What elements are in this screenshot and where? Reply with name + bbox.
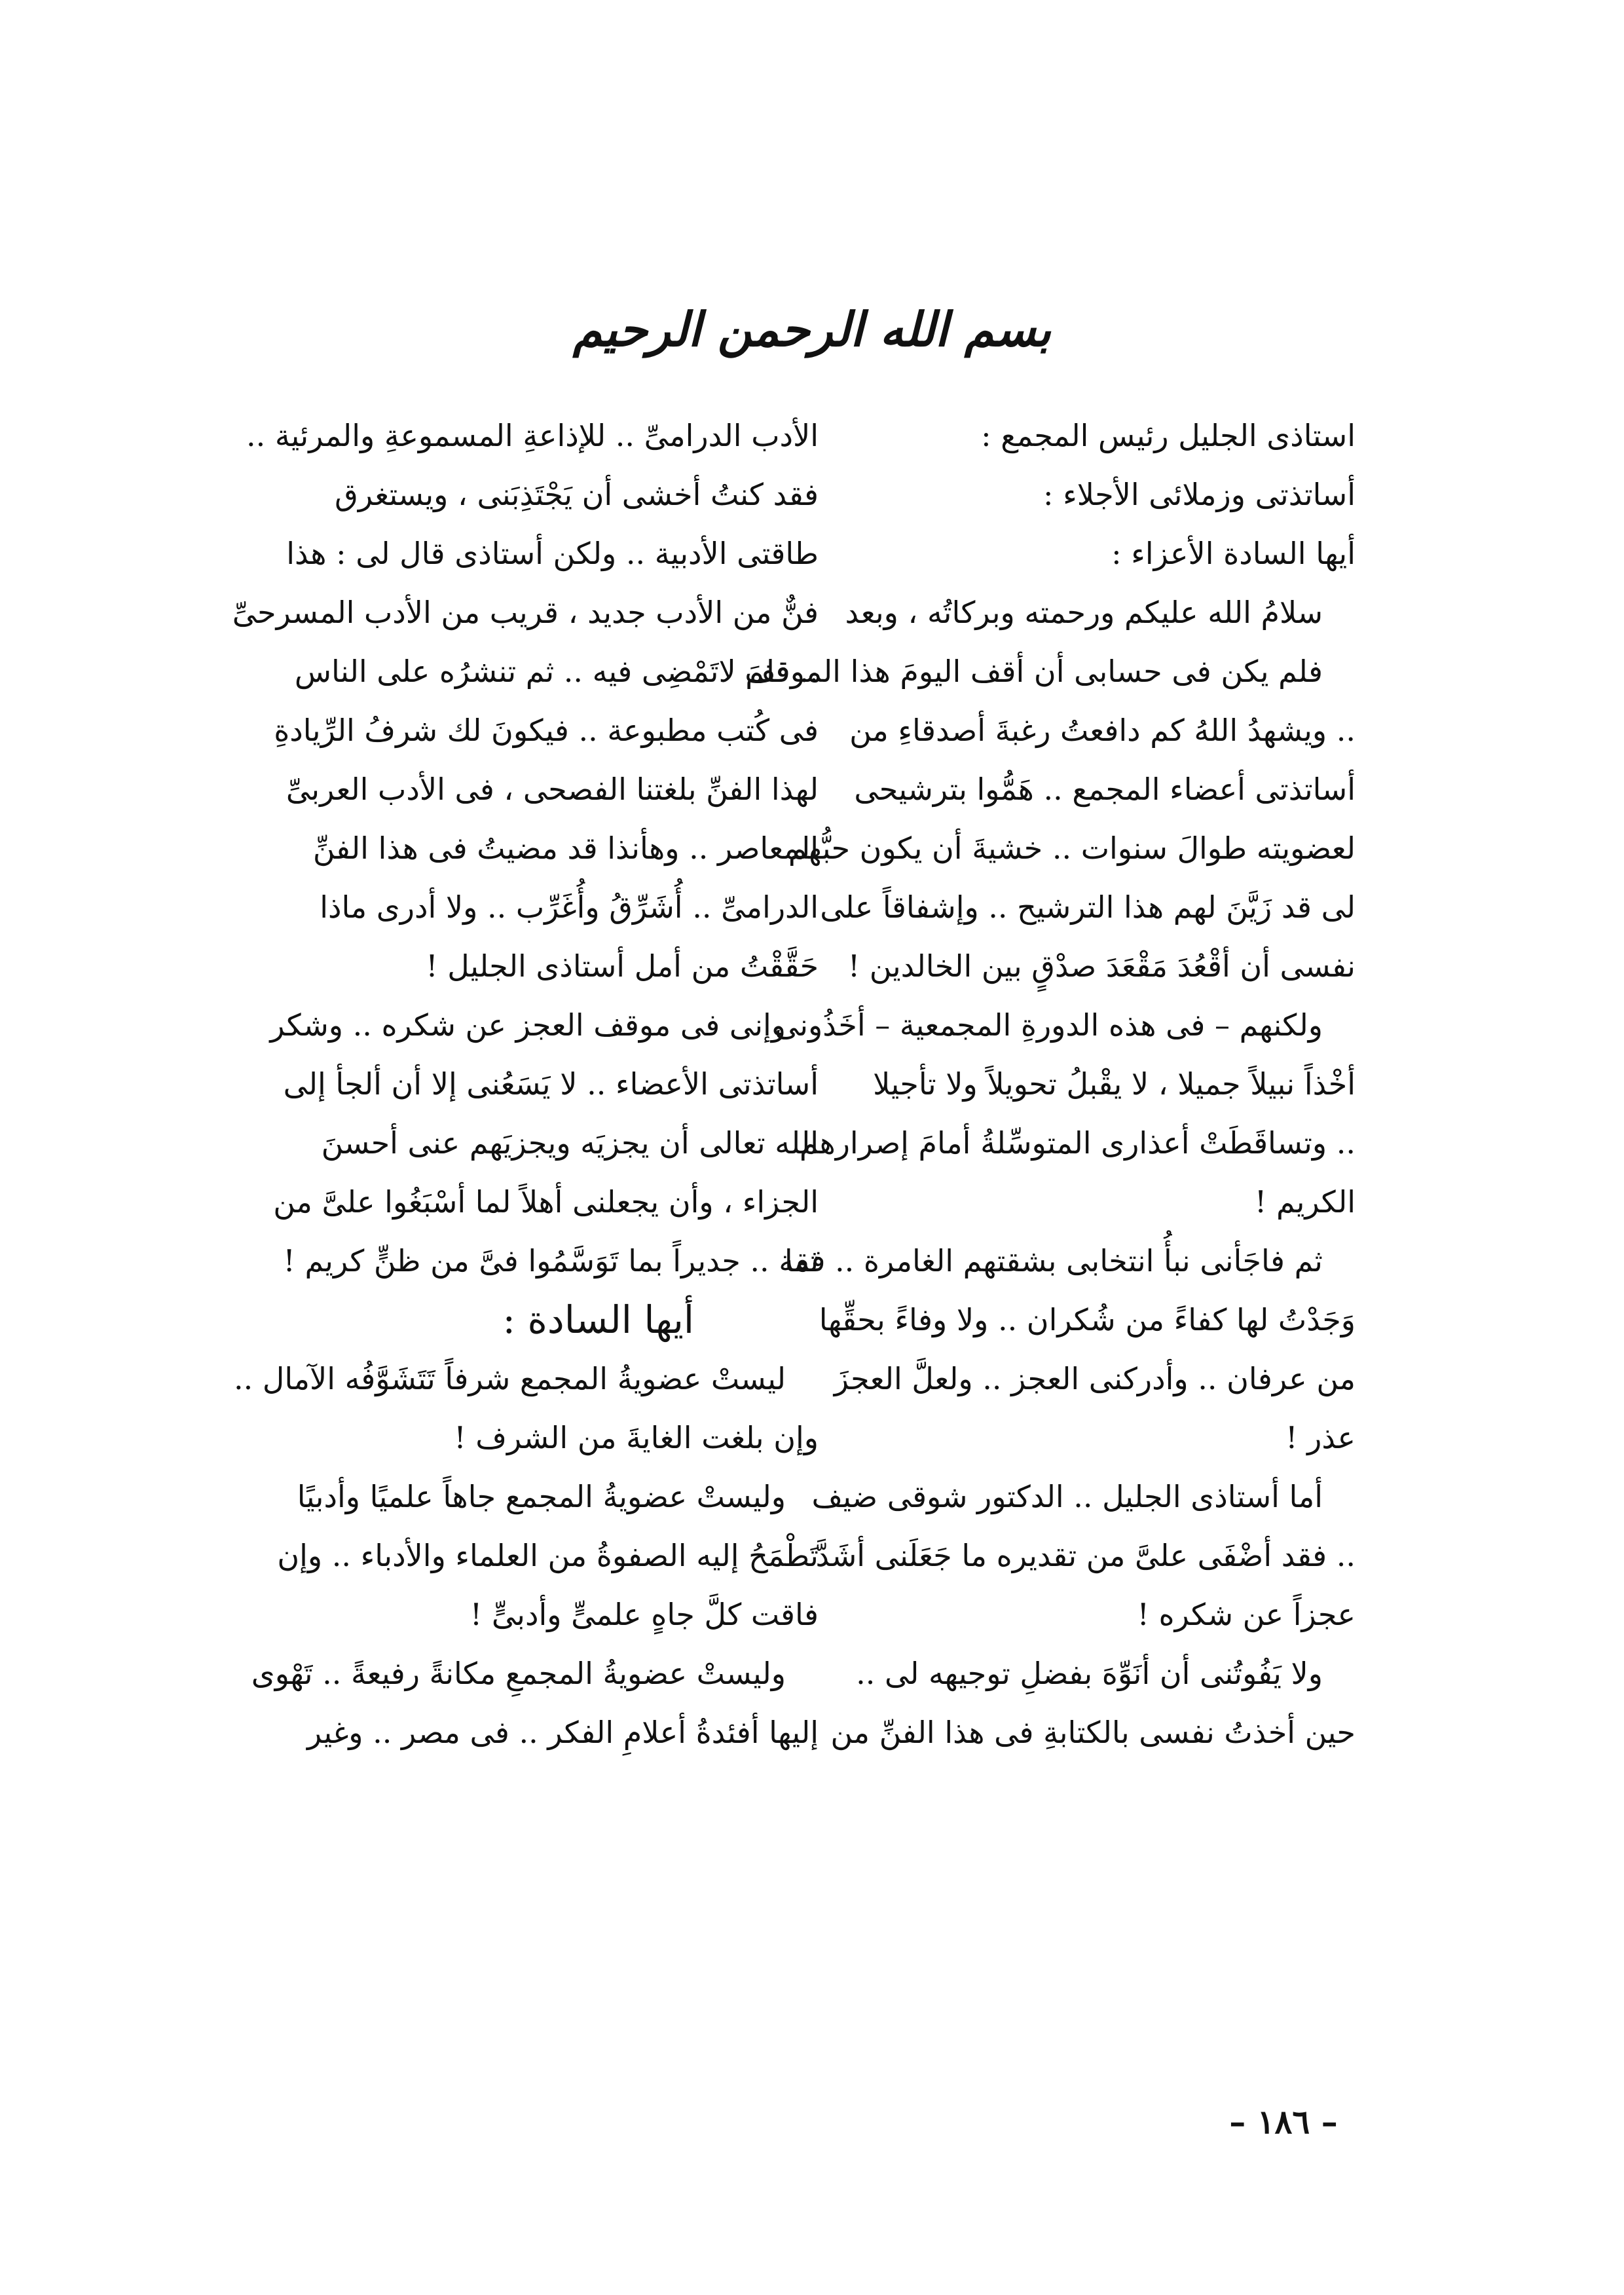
text-line: .. فلمَ لاتَمْضِى فيه .. ثم تنشرُه على الناس: [294, 654, 819, 689]
text-line: وليستْ عضويةُ المجمع جاهاً علميًا وأدبيًا: [297, 1479, 786, 1514]
text-line: من عرفان .. وأدركنى العجز .. ولعلَّ العجزَ: [834, 1361, 1356, 1396]
text-line: الأدب الدرامىِّ .. للإذاعةِ المسموعةِ والمرئية ..: [246, 418, 819, 453]
text-line: لعضويته طوالَ سنوات .. خشيةَ أن يكون حبُّهم: [788, 830, 1356, 866]
text-line: ثم فاجَأنى نبأُ انتخابى بشقتهم الغامرة .. فما: [784, 1243, 1323, 1278]
left-column: [232, 406, 819, 1762]
text-line: ولكنهم – فى هذه الدورةِ المجمعية – أخَذُونى: [774, 1007, 1323, 1043]
text-line: ليستْ عضويةُ المجمع شرفاً تَتَشَوَّفُه الآمال ..: [234, 1361, 786, 1396]
text-line: أخْذاً نبيلاً جميلا ، لا يقْبلُ تحويلاً ولا تأجيلا: [873, 1066, 1356, 1102]
text-line: الدرامىِّ .. أُشَرِّقُ وأُغَرِّب .. ولا أدرى ماذا: [320, 889, 819, 925]
text-line: لى قد زَيَّنَ لهم هذا الترشيح .. وإشفاقاً على: [820, 889, 1356, 925]
page-number: – ١٨٦ –: [1229, 2102, 1338, 2141]
text-line: فاقت كلَّ جاهٍ علمىٍّ وأدبىٍّ !: [470, 1597, 819, 1632]
text-line: وإنى فى موقف العجز عن شكره .. وشكر: [270, 1007, 786, 1043]
text-line: أيها السادة الأعزاء :: [1111, 536, 1356, 571]
text-line: عجزاً عن شكره !: [1137, 1597, 1356, 1632]
right-column: [745, 406, 1356, 1762]
text-line: أساتذتى الأعضاء .. لا يَسَعُنى إلا أن ألجأ إلى: [283, 1066, 819, 1102]
text-line: الجزاء ، وأن يجعلنى أهلاً لما أسْبَغُوا علىَّ من: [273, 1184, 819, 1220]
left-column-part-1: [232, 406, 819, 1290]
text-line: وَجَدْتُ لها كفاءً من شُكران .. ولا وفاءً بحقِّها: [819, 1302, 1356, 1337]
text-line: أساتذتى أعضاء المجمع .. هَمُّوا بترشيحى: [854, 772, 1356, 807]
section-subheading: أيها السادة :: [502, 1297, 694, 1342]
text-line: وإن بلغت الغايةَ من الشرف !: [454, 1420, 819, 1455]
text-line: .. فقد أضْفَى علىَّ من تقديره ما جَعَلَنى أشَدَّ: [815, 1538, 1356, 1573]
text-line: فى كُتب مطبوعة .. فيكونَ لك شرفُ الرِّيادةِ: [274, 713, 819, 748]
left-column-part-2: [234, 1349, 819, 1762]
text-line: أساتذتى وزملائى الأجلاء :: [1043, 477, 1356, 512]
text-line: فقد كنتُ أخشى أن يَجْتَذِبَنى ، ويستغرق: [335, 477, 819, 512]
text-line: لهذا الفنِّ بلغتنا الفصحى ، فى الأدب العربىِّ: [286, 772, 819, 807]
text-line: استاذى الجليل رئيس المجمع :: [981, 418, 1356, 453]
text-line: الكريم !: [1254, 1184, 1356, 1220]
text-line: عذر !: [1285, 1420, 1356, 1455]
text-line: ثقة .. جديراً بما تَوَسَّمُوا فىَّ من ظنٍّ كريم !: [283, 1243, 819, 1278]
text-line: حين أخذتُ نفسى بالكتابةِ فى هذا الفنِّ من: [830, 1715, 1356, 1750]
text-line: طاقتى الأدبية .. ولكن أستاذى قال لى : هذا: [286, 536, 819, 571]
text-line: وليستْ عضويةُ المجمعِ مكانةً رفيعةً .. تَهْوى: [251, 1656, 786, 1691]
text-line: .. ويشهدُ اللهُ كم دافعتُ رغبةَ أصدقاءِ من: [849, 713, 1356, 748]
text-line: إليها أفئدةُ أعلامِ الفكر .. فى مصر .. وغير: [306, 1715, 819, 1750]
text-line: المعاصر .. وهأنذا قد مضيتُ فى هذا الفنِّ: [312, 830, 819, 866]
text-line: .. وتساقَطَتْ أعذارى المتوسِّلةُ أمامَ إصرارهم: [799, 1125, 1356, 1161]
page-heading: بسم الله الرحمن الرحيم: [572, 301, 1052, 357]
text-line: تَطْمَحُ إليه الصفوةُ من العلماء والأدباء .. وإن: [277, 1538, 819, 1573]
text-line: نفسى أن أقْعُدَ مَقْعَدَ صدْقٍ بين الخالدين !: [847, 948, 1356, 984]
text-line: فلم يكن فى حسابى أن أقف اليومَ هذا الموقف: [745, 654, 1323, 689]
text-line: فنٌّ من الأدب جديد ، قريب من الأدب المسرحىِّ: [232, 595, 819, 630]
text-line: ولا يَفُوتُنى أن أنَوِّهَ بفضلِ توجيهه لى ..: [856, 1656, 1323, 1691]
text-line: أما أستاذى الجليل .. الدكتور شوقى ضيف: [811, 1479, 1323, 1514]
text-line: سلامُ الله عليكم ورحمته وبركاتُه ، وبعد: [845, 595, 1323, 630]
text-line: حَقَّقْتُ من أمل أستاذى الجليل !: [426, 948, 819, 984]
text-line: الله تعالى أن يجزيَه ويجزيَهم عنى أحسنَ: [321, 1125, 819, 1161]
